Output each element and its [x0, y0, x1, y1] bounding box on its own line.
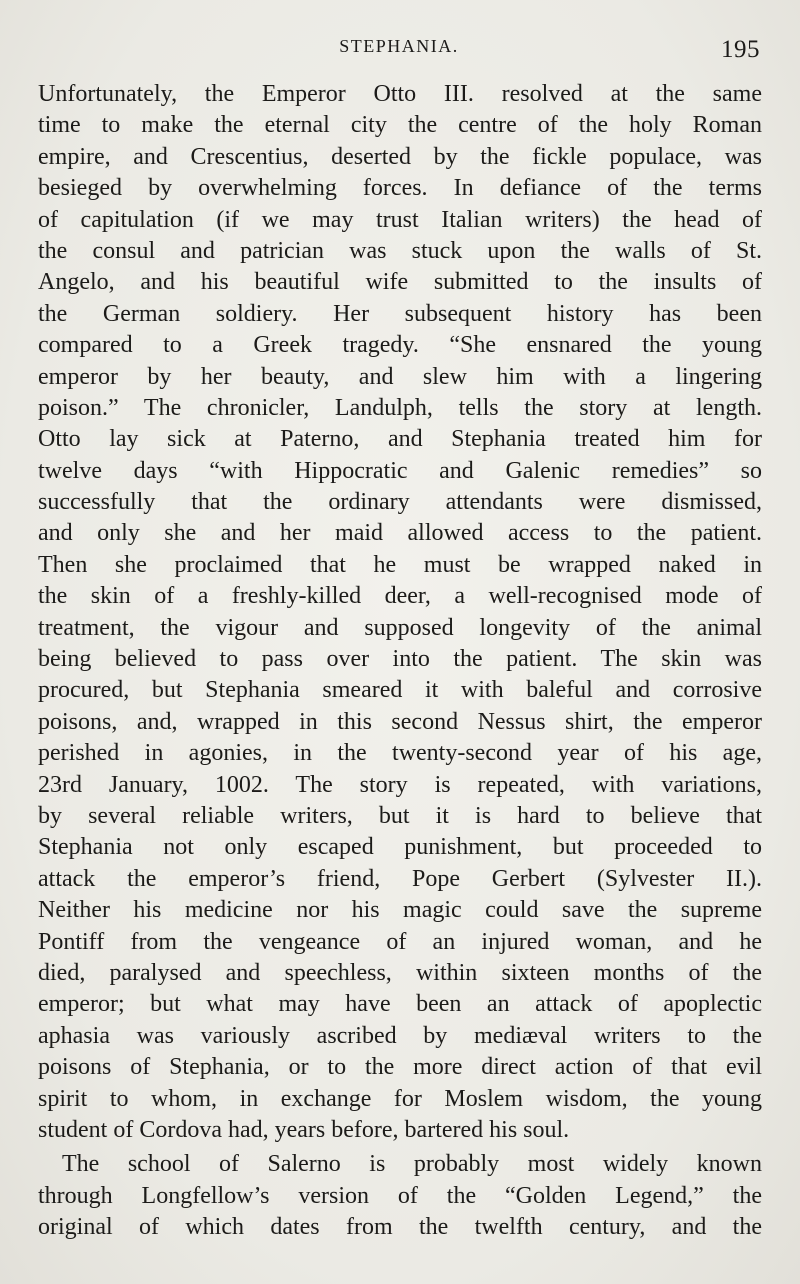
text-line: treatment, the vigour and supposed longevity of the animal [38, 614, 762, 641]
text-line: time to make the eternal city the centre of the holy Roman [38, 112, 762, 139]
text-line: Angelo, and his beautiful wife submitted to the insults of [38, 269, 762, 296]
text-line: Unfortunately, the Emperor Otto III. resolved at the same [38, 81, 762, 107]
text-line: 23rd January, 1002. The story is repeated, with variations, [38, 771, 762, 798]
running-title: STEPHANIA. [339, 36, 459, 56]
text-line: poison.” The chronicler, Landulph, tells the story at length. [38, 394, 762, 421]
text-line: Then she proclaimed that he must be wrapped naked in [38, 551, 762, 578]
text-line: student of Cordova had, years before, bartered his soul. [38, 1116, 570, 1143]
text-line: The school of Salerno is probably most widely known [62, 1151, 762, 1178]
text-line: by several reliable writers, but it is hard to believe that [38, 802, 762, 829]
text-line: twelve days “with Hippocratic and Galenic remedies” so [38, 457, 762, 484]
text-line: compared to a Greek tragedy. “She ensnared the young [38, 332, 762, 359]
text-line: besieged by overwhelming forces. In defiance of the terms [38, 175, 762, 202]
text-line: of capitulation (if we may trust Italian writers) the head of [38, 206, 762, 233]
text-line: Neither his medicine nor his magic could save the supreme [38, 897, 762, 924]
body-text [38, 79, 762, 1243]
text-line: poisons, and, wrapped in this second Nessus shirt, the emperor [38, 708, 762, 735]
text-line: the skin of a freshly-killed deer, a well-recognised mode of [38, 583, 762, 610]
paragraph-otto-stephania [38, 79, 762, 1146]
text-line: Stephania not only escaped punishment, but proceeded to [38, 834, 762, 861]
text-line: being believed to pass over into the patient. The skin was [38, 646, 762, 673]
text-line: and only she and her maid allowed access to the patient. [38, 520, 762, 547]
text-line: original of which dates from the twelfth century, and the [38, 1214, 762, 1241]
text-line: poisons of Stephania, or to the more direct action of that evil [38, 1054, 762, 1081]
text-line: died, paralysed and speechless, within sixteen months of the [38, 959, 762, 986]
text-line: the German soldiery. Her subsequent history has been [38, 300, 762, 327]
text-line: Otto lay sick at Paterno, and Stephania treated him for [38, 426, 762, 453]
text-line: Pontiff from the vengeance of an injured woman, and he [38, 928, 762, 955]
text-line: through Longfellow’s version of the “Golden Legend,” the [38, 1182, 762, 1209]
text-line: procured, but Stephania smeared it with baleful and corrosive [38, 677, 762, 704]
text-line: successfully that the ordinary attendants were dismissed, [38, 489, 762, 516]
page-number: 195 [721, 36, 760, 63]
text-line: spirit to whom, in exchange for Moslem wisdom, the young [38, 1085, 762, 1112]
text-line: emperor; but what may have been an attack of apoplectic [38, 991, 762, 1018]
text-line: aphasia was variously ascribed by mediæval writers to the [38, 1022, 762, 1049]
text-line: perished in agonies, in the twenty-second year of his age, [38, 740, 762, 767]
text-line: emperor by her beauty, and slew him with a lingering [38, 363, 762, 390]
paragraph-salerno [38, 1149, 762, 1243]
text-line: attack the emperor’s friend, Pope Gerbert (Sylvester II.). [38, 865, 762, 892]
text-line: empire, and Crescentius, deserted by the fickle populace, was [38, 143, 762, 170]
running-header [38, 34, 760, 64]
text-line: the consul and patrician was stuck upon the walls of St. [38, 237, 762, 264]
